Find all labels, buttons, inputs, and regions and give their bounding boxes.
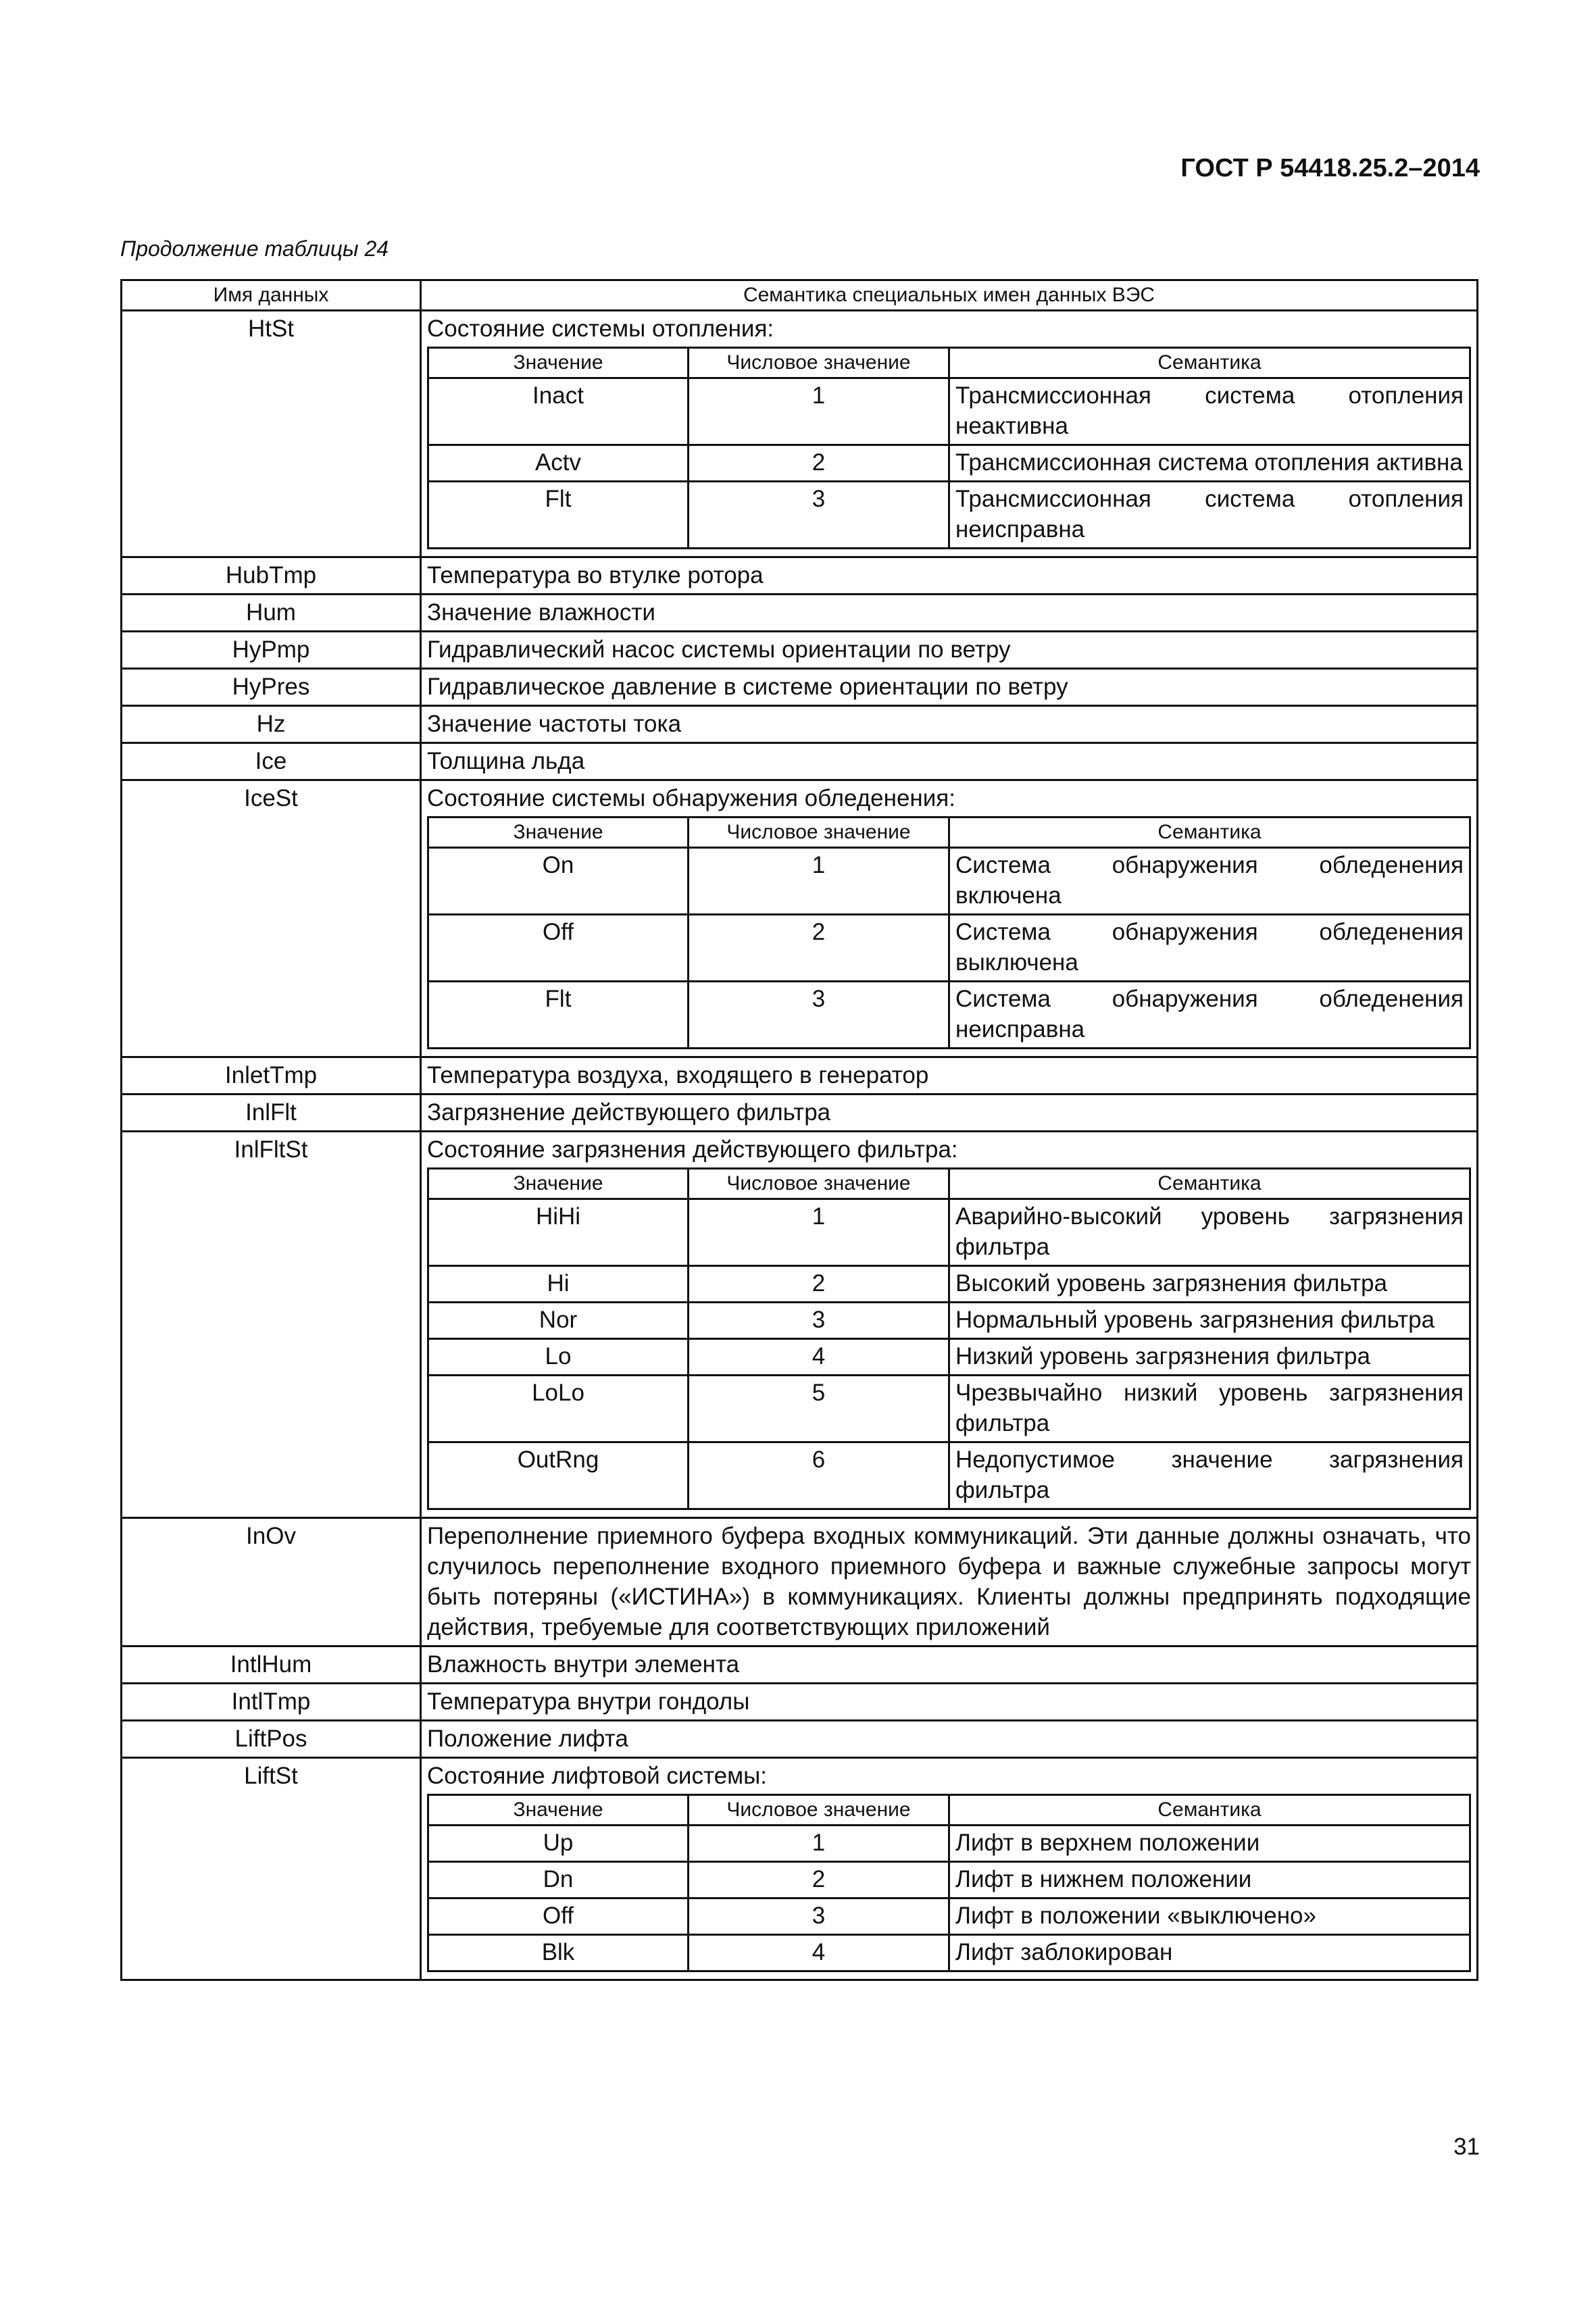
value-semantics-cell: Система обнаружения обледенения выключена — [949, 915, 1470, 982]
value-semantics-cell: Лифт в положении «выключено» — [949, 1898, 1470, 1935]
value-cell: HiHi — [428, 1199, 689, 1266]
subtable-row — [428, 1339, 1470, 1376]
value-cell: Lo — [428, 1339, 689, 1376]
semantics-text: Толщина льда — [427, 748, 585, 774]
subtable-row — [428, 445, 1470, 482]
value-cell: Nor — [428, 1303, 689, 1339]
semantics-text: Температура внутри гондолы — [427, 1688, 750, 1715]
subtable-row — [428, 915, 1470, 982]
value-cell: Blk — [428, 1935, 689, 1971]
subtable-row — [428, 1266, 1470, 1303]
numeric-value-cell: 1 — [689, 1199, 949, 1266]
data-name-cell: HyPres — [122, 669, 421, 706]
table-row — [122, 706, 1478, 743]
value-cell: Hi — [428, 1266, 689, 1303]
data-name-cell: Hum — [122, 595, 421, 632]
semantics-cell — [421, 1646, 1478, 1684]
data-name-cell: LiftPos — [122, 1721, 421, 1758]
numeric-value-cell: 1 — [689, 378, 949, 445]
table-row — [122, 1758, 1478, 1980]
values-subtable — [427, 1167, 1471, 1510]
numeric-value-cell: 3 — [689, 1303, 949, 1339]
table-body — [122, 311, 1478, 1980]
semantics-text: Влажность внутри элемента — [427, 1651, 740, 1678]
value-semantics-cell: Нормальный уровень загрязнения фильтра — [949, 1303, 1470, 1339]
subtable-header-value: Значение — [428, 818, 689, 848]
value-cell: Flt — [428, 982, 689, 1049]
semantics-cell — [421, 311, 1478, 557]
subtable-row — [428, 1442, 1470, 1509]
data-name-cell: Hz — [122, 706, 421, 743]
subtable-header-semantics: Семантика — [949, 1169, 1470, 1199]
semantics-text: Состояние системы обнаружения обледенения: — [427, 785, 955, 811]
semantics-text: Состояние системы отопления: — [427, 316, 774, 342]
value-cell: On — [428, 848, 689, 915]
numeric-value-cell: 3 — [689, 482, 949, 549]
semantics-cell — [421, 706, 1478, 743]
numeric-value-cell: 3 — [689, 982, 949, 1049]
value-cell: LoLo — [428, 1376, 689, 1442]
numeric-value-cell: 6 — [689, 1442, 949, 1509]
value-semantics-cell: Низкий уровень загрязнения фильтра — [949, 1339, 1470, 1376]
subtable-row — [428, 1376, 1470, 1442]
numeric-value-cell: 3 — [689, 1898, 949, 1935]
subtable-header-semantics: Семантика — [949, 818, 1470, 848]
semantics-text: Состояние загрязнения действующего фильтра: — [427, 1136, 958, 1163]
data-name-cell: Ice — [122, 743, 421, 780]
semantics-cell — [421, 595, 1478, 632]
subtable-row — [428, 1199, 1470, 1266]
table-row — [122, 557, 1478, 595]
subtable-row — [428, 1303, 1470, 1339]
semantics-cell — [421, 632, 1478, 669]
semantics-text: Положение лифта — [427, 1726, 628, 1752]
value-semantics-cell: Лифт в верхнем положении — [949, 1826, 1470, 1862]
values-subtable — [427, 347, 1471, 549]
semantics-cell — [421, 743, 1478, 780]
table-row — [122, 311, 1478, 557]
subtable-header-numeric-value: Числовое значение — [689, 1169, 949, 1199]
semantics-cell — [421, 1518, 1478, 1646]
value-semantics-cell: Недопустимое значение загрязнения фильтра — [949, 1442, 1470, 1509]
values-subtable — [427, 1794, 1471, 1972]
value-semantics-cell: Лифт в нижнем положении — [949, 1862, 1470, 1898]
value-cell: Up — [428, 1826, 689, 1862]
semantics-text: Температура во втулке ротора — [427, 562, 764, 588]
data-name-cell: HyPmp — [122, 632, 421, 669]
subtable-row — [428, 378, 1470, 445]
subtable-header-numeric-value: Числовое значение — [689, 1795, 949, 1826]
table-row — [122, 669, 1478, 706]
value-semantics-cell: Высокий уровень загрязнения фильтра — [949, 1266, 1470, 1303]
subtable-header-row — [428, 818, 1470, 848]
table-row — [122, 632, 1478, 669]
subtable-header-value: Значение — [428, 348, 689, 378]
subtable-header-semantics: Семантика — [949, 348, 1470, 378]
data-name-cell: InletTmp — [122, 1057, 421, 1095]
data-name-cell: IntlTmp — [122, 1684, 421, 1721]
semantics-text: Гидравлическое давление в системе ориентации по ветру — [427, 674, 1068, 700]
semantics-text: Переполнение приемного буфера входных коммуникаций. Эти данные должны означать, что случилось переполнение входного приемного буфера и важные служебные запросы могут быть потеряны («ИСТИНА») в коммуникациях. Клиенты должны предпринять подходящие действия, требуемые для соответствующих приложений — [427, 1523, 1471, 1640]
value-semantics-cell: Лифт заблокирован — [949, 1935, 1470, 1971]
subtable-row — [428, 1862, 1470, 1898]
value-cell: Off — [428, 915, 689, 982]
table-row — [122, 1057, 1478, 1095]
numeric-value-cell: 2 — [689, 1862, 949, 1898]
semantics-text: Загрязнение действующего фильтра — [427, 1099, 831, 1126]
numeric-value-cell: 2 — [689, 445, 949, 482]
table-row — [122, 1684, 1478, 1721]
subtable-header-value: Значение — [428, 1169, 689, 1199]
table-row — [122, 743, 1478, 780]
subtable-row — [428, 1935, 1470, 1971]
value-semantics-cell: Чрезвычайно низкий уровень загрязнения фильтра — [949, 1376, 1470, 1442]
semantics-cell — [421, 1758, 1478, 1980]
subtable-header-row — [428, 1795, 1470, 1826]
subtable-row — [428, 1898, 1470, 1935]
semantics-cell — [421, 1095, 1478, 1132]
data-name-cell: LiftSt — [122, 1758, 421, 1980]
subtable-row — [428, 848, 1470, 915]
data-name-cell: IntlHum — [122, 1646, 421, 1684]
numeric-value-cell: 1 — [689, 1826, 949, 1862]
semantics-cell — [421, 1132, 1478, 1518]
numeric-value-cell: 4 — [689, 1339, 949, 1376]
semantics-cell — [421, 669, 1478, 706]
subtable-header-row — [428, 1169, 1470, 1199]
table-row — [122, 1646, 1478, 1684]
table-row — [122, 1721, 1478, 1758]
table-row — [122, 1132, 1478, 1518]
value-semantics-cell: Трансмиссионная система отопления неисправна — [949, 482, 1470, 549]
subtable-header-value: Значение — [428, 1795, 689, 1826]
value-cell: OutRng — [428, 1442, 689, 1509]
data-name-cell: HubTmp — [122, 557, 421, 595]
data-name-cell: IceSt — [122, 780, 421, 1057]
value-cell: Off — [428, 1898, 689, 1935]
numeric-value-cell: 5 — [689, 1376, 949, 1442]
subtable-row — [428, 982, 1470, 1049]
subtable-row — [428, 1826, 1470, 1862]
semantics-cell — [421, 1721, 1478, 1758]
column-header-name: Имя данных — [122, 280, 421, 311]
data-names-table — [120, 279, 1478, 1981]
values-subtable — [427, 816, 1471, 1049]
semantics-text: Значение частоты тока — [427, 711, 682, 737]
page-number: 31 — [1453, 2134, 1480, 2160]
document-number: ГОСТ Р 54418.25.2–2014 — [1180, 154, 1480, 182]
value-semantics-cell: Система обнаружения обледенения неисправна — [949, 982, 1470, 1049]
data-name-cell: HtSt — [122, 311, 421, 557]
data-name-cell: InlFltSt — [122, 1132, 421, 1518]
table-row — [122, 595, 1478, 632]
numeric-value-cell: 4 — [689, 1935, 949, 1971]
subtable-header-row — [428, 348, 1470, 378]
value-cell: Inact — [428, 378, 689, 445]
table-caption: Продолжение таблицы 24 — [120, 236, 389, 261]
semantics-text: Состояние лифтовой системы: — [427, 1763, 768, 1789]
value-cell: Actv — [428, 445, 689, 482]
semantics-text: Температура воздуха, входящего в генератор — [427, 1062, 929, 1088]
semantics-cell — [421, 780, 1478, 1057]
table-row — [122, 1518, 1478, 1646]
semantics-cell — [421, 557, 1478, 595]
table-row — [122, 1095, 1478, 1132]
semantics-cell — [421, 1684, 1478, 1721]
subtable-header-numeric-value: Числовое значение — [689, 348, 949, 378]
value-semantics-cell: Трансмиссионная система отопления неактивна — [949, 378, 1470, 445]
semantics-text: Гидравлический насос системы ориентации по ветру — [427, 636, 1011, 663]
semantics-text: Значение влажности — [427, 599, 655, 626]
value-semantics-cell: Система обнаружения обледенения включена — [949, 848, 1470, 915]
subtable-header-semantics: Семантика — [949, 1795, 1470, 1826]
numeric-value-cell: 2 — [689, 1266, 949, 1303]
value-cell: Flt — [428, 482, 689, 549]
value-semantics-cell: Трансмиссионная система отопления активна — [949, 445, 1470, 482]
data-name-cell: InOv — [122, 1518, 421, 1646]
numeric-value-cell: 2 — [689, 915, 949, 982]
numeric-value-cell: 1 — [689, 848, 949, 915]
subtable-header-numeric-value: Числовое значение — [689, 818, 949, 848]
table-header-row — [122, 280, 1478, 311]
column-header-semantics: Семантика специальных имен данных ВЭС — [421, 280, 1478, 311]
value-semantics-cell: Аварийно-высокий уровень загрязнения фильтра — [949, 1199, 1470, 1266]
subtable-row — [428, 482, 1470, 549]
table-row — [122, 780, 1478, 1057]
data-name-cell: InlFlt — [122, 1095, 421, 1132]
value-cell: Dn — [428, 1862, 689, 1898]
semantics-cell — [421, 1057, 1478, 1095]
